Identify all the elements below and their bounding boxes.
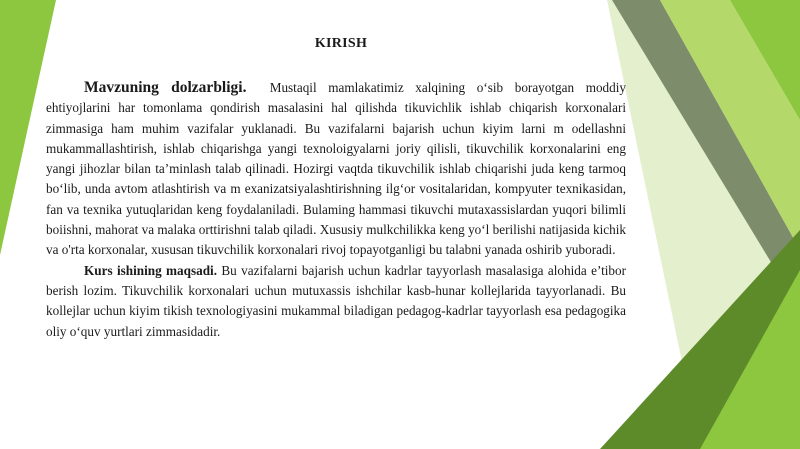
slide-title: KIRISH: [314, 36, 368, 51]
paragraph-relevance-text: Mustaqil mamlakatimiz xalqining o‘sib borayotgan moddiy ehtiyojlarini har tomonlama qondirish masalasini hal qilishda tikuvichlik ishlab chiqarish korxonalari zimmasiga ham muhim vazifalar yuklanadi. Bu vazifalarni bajarish uchun kiyim larni m odellashni mukammallashtirish, ishlab chiqarishga yangi texnoloigyalarni joriy qilisli, tikuvchilik korxonalarini eng yangi jihozlar bilan ta’minlash talab qilinadi. Hozirgi vaqtda tikuvchilik ishlab chiqarishi juda keng tarmoq bo‘lib, unda avtom atlashtirish va m exanizatsiyalashtirishning ilg‘or vositalaridan, kompyuter texnikasidan, fan va texnika yutuqlaridan keng foydalaniladi. Bulaming hammasi tikuvchi mutaxassislardan yuqori bilimli boiishni, mahorat va malaka orttirishni talab qiladi. Xususiy mulkchilikka keng yo‘l berilishi natijasida kichik va o'rta korxonalar, xususan tikuvchilik korxonalari rivoj topayotganligi bu talabni yanada oshirib yuboradi.: [46, 80, 626, 258]
slide-content: [46, 36, 626, 342]
paragraph-relevance: [46, 78, 626, 261]
paragraph-goal-lead: Kurs ishining maqsadi.: [84, 262, 217, 278]
paragraph-goal: [46, 261, 626, 342]
paragraph-goal-text: Bu vazifalarni bajarish uchun kadrlar tayyorlash masalasiga alohida e’tibor berish lozim. Tikuvchilik korxonalari uchun mutuxassis ishchilar kasb-hunar kollejlarida tayyorlanadi. Bu kollejlar uchun kiyim tikish texnologiyasini mukammal biladigan pedagog-kadrlar tayyorlash esa pedagogika oliy o‘quv yurtlari zimmasidadir.: [46, 262, 627, 339]
paragraph-relevance-lead: Mavzuning dolzarbligi.: [84, 79, 247, 96]
